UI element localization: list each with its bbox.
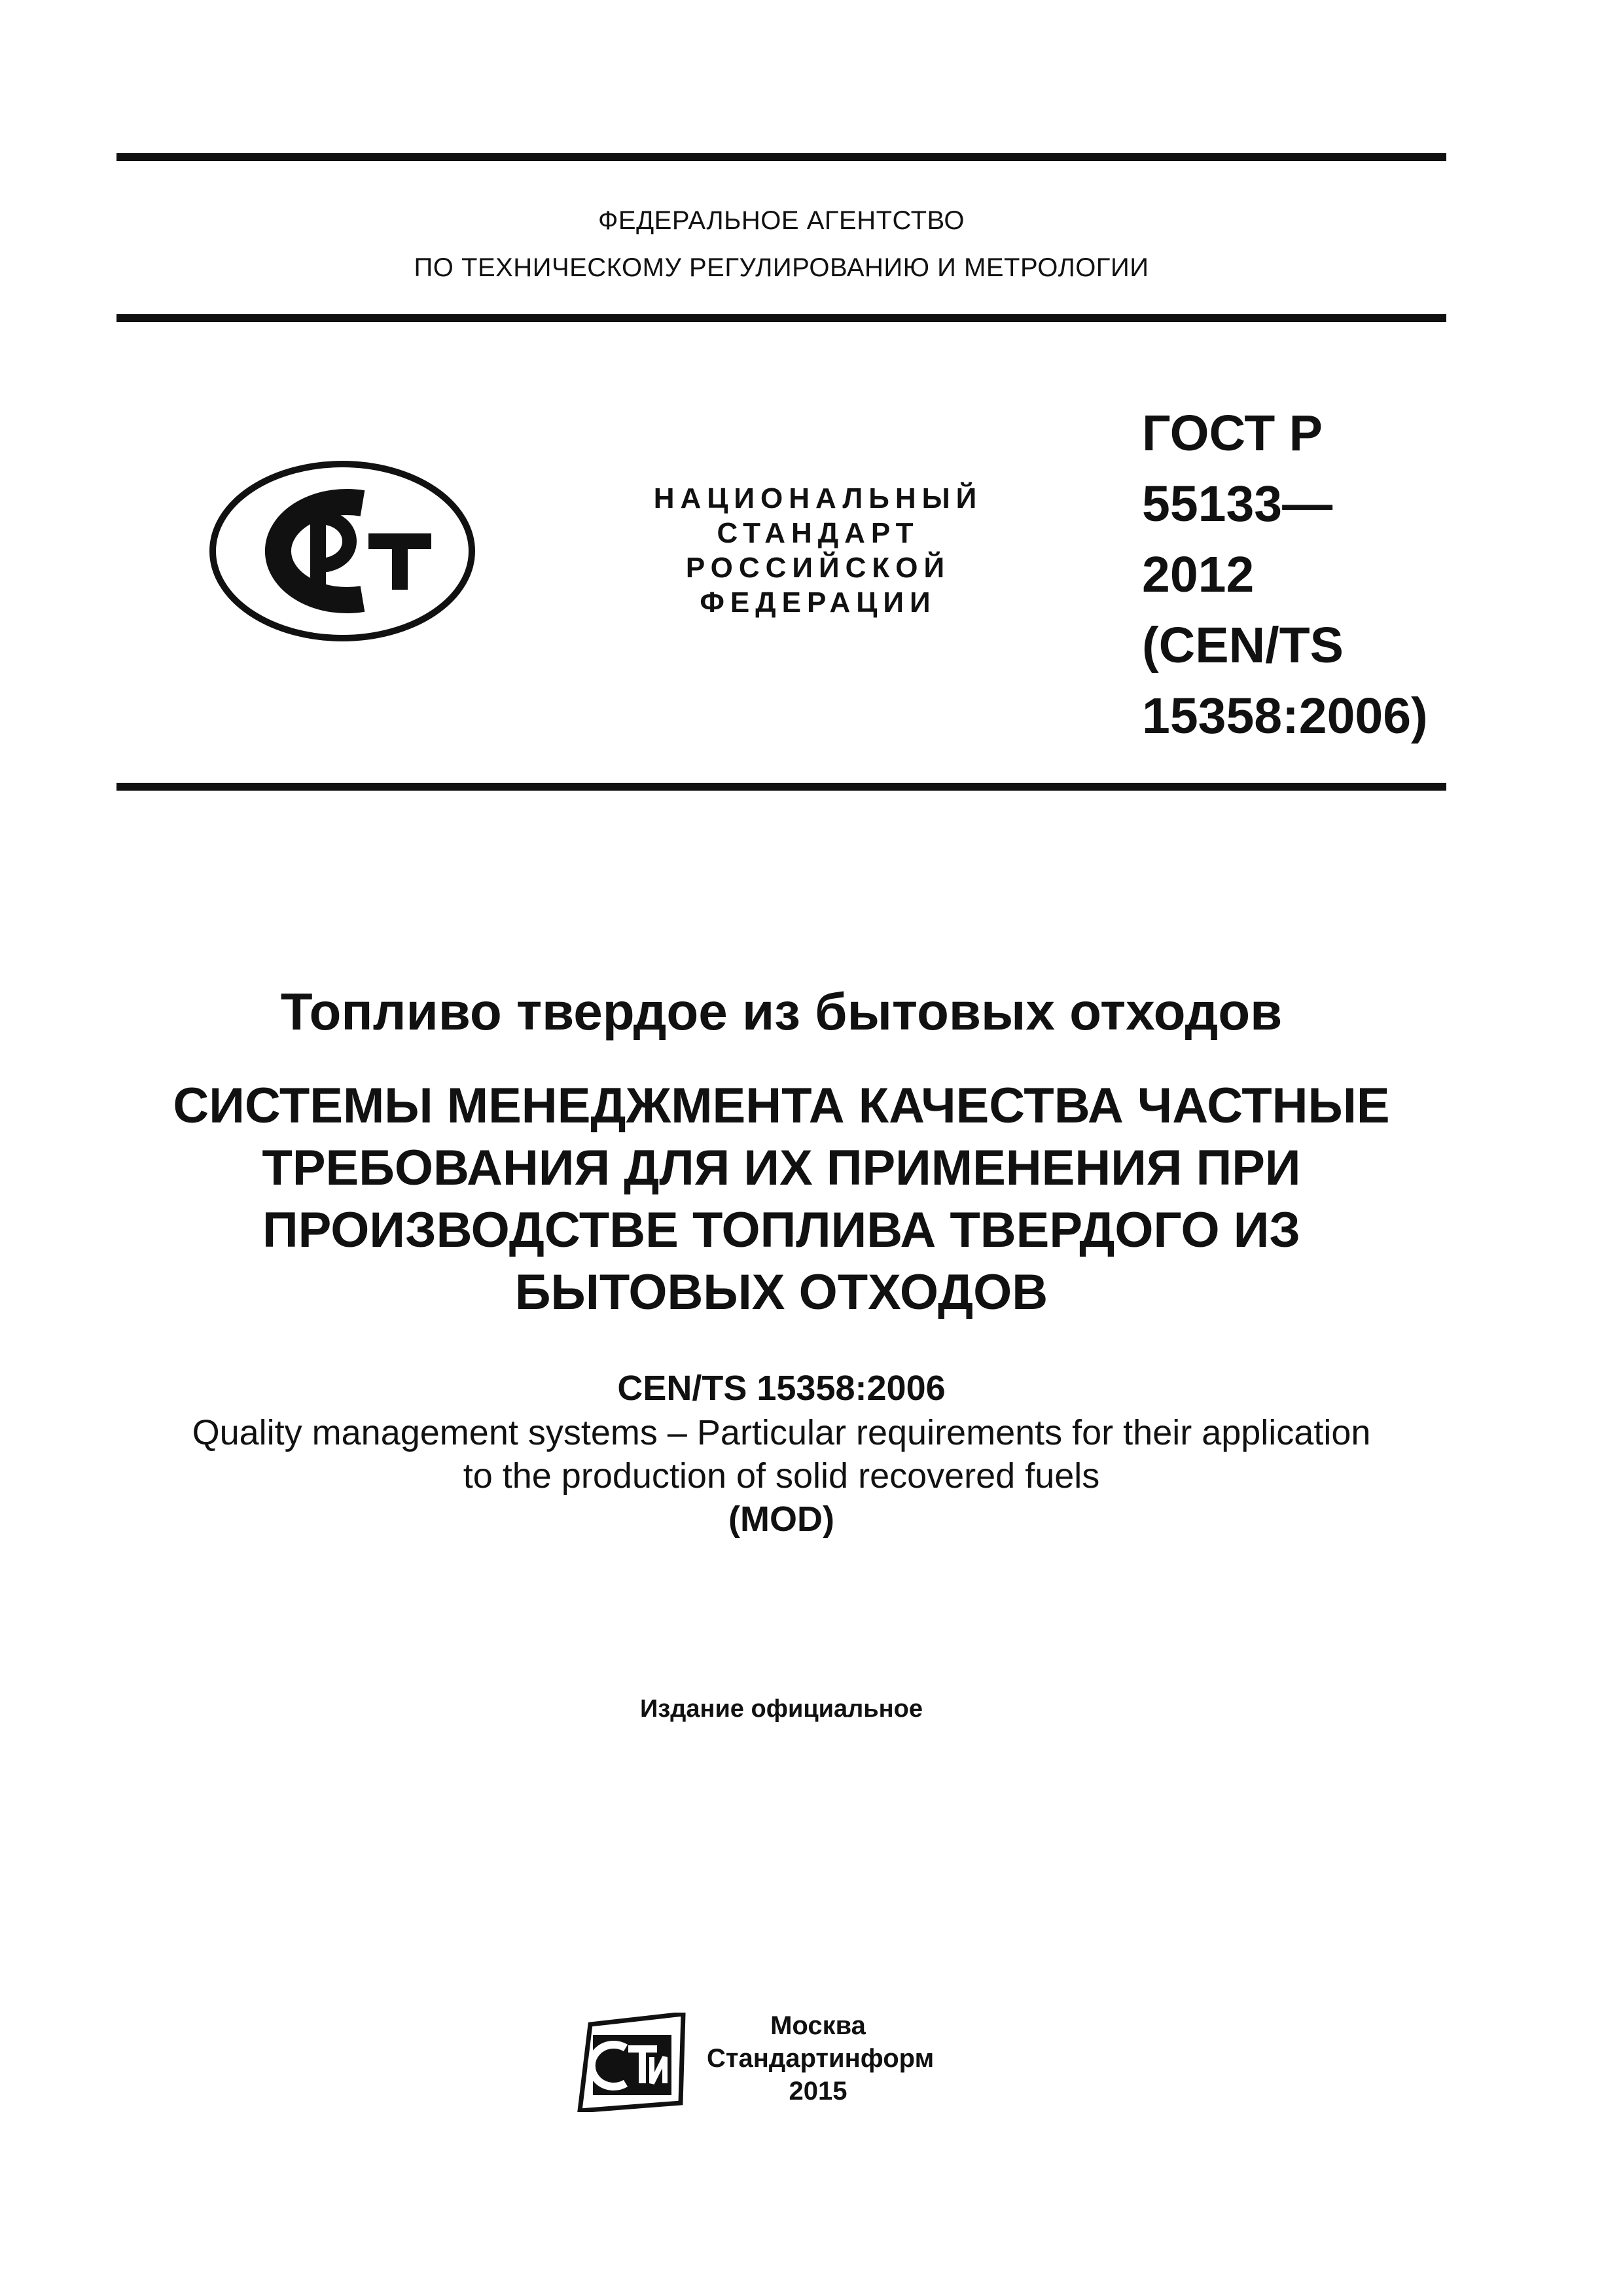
agency-line-2: ПО ТЕХНИЧЕСКОМУ РЕГУЛИРОВАНИЮ И МЕТРОЛОГИИ [414, 253, 1149, 282]
standartinform-logo-icon [575, 2013, 690, 2112]
imprint-city: Москва [770, 2011, 866, 2040]
subtitle-line: БЫТОВЫХ ОТХОДОВ [514, 1265, 1048, 1320]
standartinform-logo-text: СТИ [632, 2065, 634, 2066]
gost-line: ГОСТ Р [1142, 405, 1323, 461]
national-standard-line: РОССИЙСКОЙ [685, 552, 951, 584]
edition-label: Издание официальное [640, 1695, 923, 1723]
rst-certification-mark-icon [208, 459, 476, 643]
national-standard-label [589, 481, 1047, 620]
subtitle-line: ТРЕБОВАНИЯ ДЛЯ ИХ ПРИМЕНЕНИЯ ПРИ [262, 1140, 1301, 1196]
cen-mod: (MOD) [728, 1499, 834, 1539]
gost-line: 15358:2006) [1142, 688, 1428, 744]
top-rule [116, 153, 1446, 161]
header-rule [116, 314, 1446, 322]
national-standard-line: ФЕДЕРАЦИИ [700, 586, 936, 619]
cen-code: CEN/TS 15358:2006 [617, 1369, 946, 1408]
gost-line: 2012 [1142, 547, 1255, 603]
divider-rule [116, 783, 1446, 791]
rst-logo-text: РСТ [342, 551, 344, 552]
cen-title [116, 1411, 1446, 1498]
gost-line: 55133— [1142, 476, 1333, 532]
national-standard-line: НАЦИОНАЛЬНЫЙ [653, 482, 983, 514]
subtitle-line: ПРОИЗВОДСТВЕ ТОПЛИВА ТВЕРДОГО ИЗ [262, 1202, 1301, 1258]
gost-line: (CEN/TS [1142, 617, 1344, 673]
imprint-publisher: Стандартинформ [707, 2044, 935, 2073]
document-title: Топливо твердое из бытовых отходов [280, 982, 1283, 1041]
national-standard-line: СТАНДАРТ [717, 517, 919, 549]
agency-line-1: ФЕДЕРАЛЬНОЕ АГЕНТСТВО [597, 206, 965, 235]
subtitle-line: СИСТЕМЫ МЕНЕДЖМЕНТА КАЧЕСТВА ЧАСТНЫЕ [173, 1078, 1390, 1134]
cen-title-line: to the production of solid recovered fuels [463, 1456, 1100, 1496]
document-subtitle [116, 1075, 1446, 1323]
imprint-year: 2015 [789, 2077, 847, 2106]
imprint [707, 2009, 935, 2108]
gost-designation [1142, 398, 1430, 751]
cen-title-line: Quality management systems – Particular requirements for their application [192, 1413, 1371, 1452]
